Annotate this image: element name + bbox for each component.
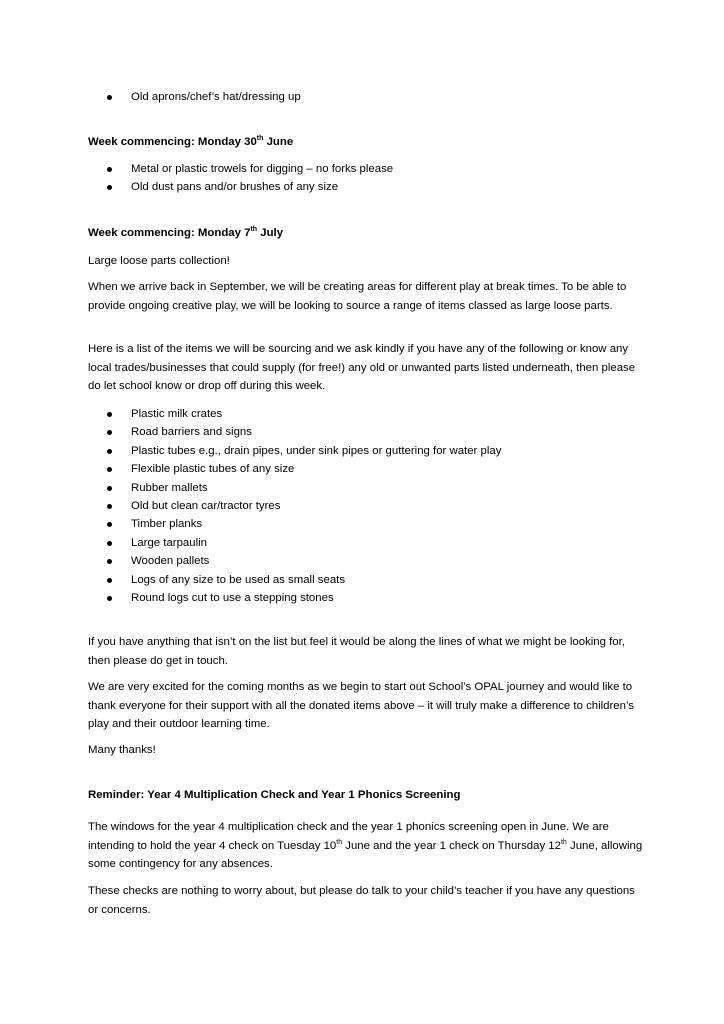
bullet-icon xyxy=(107,185,112,190)
bullet-icon xyxy=(107,504,112,509)
paragraph-check-dates: The windows for the year 4 multiplication check and the year 1 phonics screening open in June. We are intending to hold the year 4 check on Tuesday 10th June and the year 1 check on Thursday 12th June, allowing some contingency for any absences. xyxy=(88,821,643,870)
paragraph-items-request: Here is a list of the items we will be sourcing and we ask kindly if you have any of the following or know any local trades/businesses that could supply (for free!) any old or unwanted parts listed underneath, then please do let school know or drop off during this week. xyxy=(88,343,636,392)
top-bullet-list xyxy=(88,88,644,106)
bullet-icon xyxy=(107,486,112,491)
paragraph-no-worry: These checks are nothing to worry about, but please do talk to your child’s teacher if you have any questions or concerns. xyxy=(88,885,635,916)
bullet-icon xyxy=(107,412,112,417)
bullet-icon xyxy=(107,522,112,527)
thanks-text: Many thanks! xyxy=(88,744,156,756)
loose-parts-list xyxy=(88,405,644,607)
list-item: Large tarpaulin xyxy=(88,534,644,552)
intro-text: Large loose parts collection! xyxy=(88,255,230,267)
bullet-icon xyxy=(107,430,112,435)
reminder-heading: Reminder: Year 4 Multiplication Check and Year 1 Phonics Screening xyxy=(88,789,461,801)
list-item: Road barriers and signs xyxy=(88,423,644,441)
paragraph-september: When we arrive back in September, we will be creating areas for different play at break times. To be able to provide ongoing creative play, we will be looking to source a range of items classed as large loose parts. xyxy=(88,281,627,312)
paragraph-get-in-touch: If you have anything that isn’t on the list but feel it would be along the lines of what we might be looking for, then please do get in touch. xyxy=(88,636,625,667)
list-item: Old but clean car/tractor tyres xyxy=(88,497,644,515)
list-item: Plastic milk crates xyxy=(88,405,644,423)
list-item: Round logs cut to use a stepping stones xyxy=(88,589,644,607)
list-item: Timber planks xyxy=(88,515,644,533)
bullet-icon xyxy=(107,95,112,100)
bullet-icon xyxy=(107,559,112,564)
bullet-icon xyxy=(107,541,112,546)
bullet-icon xyxy=(107,596,112,601)
list-item: Wooden pallets xyxy=(88,552,644,570)
week-heading-june: Week commencing: Monday 30th June xyxy=(88,135,294,148)
list-item: Logs of any size to be used as small seats xyxy=(88,571,644,589)
week-heading-july: Week commencing: Monday 7th July xyxy=(88,226,284,239)
week1-bullet-list xyxy=(88,160,644,197)
bullet-icon xyxy=(107,167,112,172)
bullet-icon xyxy=(107,467,112,472)
list-item: Metal or plastic trowels for digging – no forks please xyxy=(88,160,644,178)
list-item: Old aprons/chef’s hat/dressing up xyxy=(88,88,644,106)
list-item: Old dust pans and/or brushes of any size xyxy=(88,178,644,196)
paragraph-opal-journey: We are very excited for the coming months as we begin to start out School’s OPAL journey and would like to thank everyone for their support with all the donated items above – it will truly make a difference to children’s play and their outdoor learning time. xyxy=(88,681,634,730)
list-item: Rubber mallets xyxy=(88,479,644,497)
list-item: Flexible plastic tubes of any size xyxy=(88,460,644,478)
list-item: Plastic tubes e.g., drain pipes, under sink pipes or guttering for water play xyxy=(88,442,644,460)
bullet-icon xyxy=(107,578,112,583)
bullet-icon xyxy=(107,449,112,454)
